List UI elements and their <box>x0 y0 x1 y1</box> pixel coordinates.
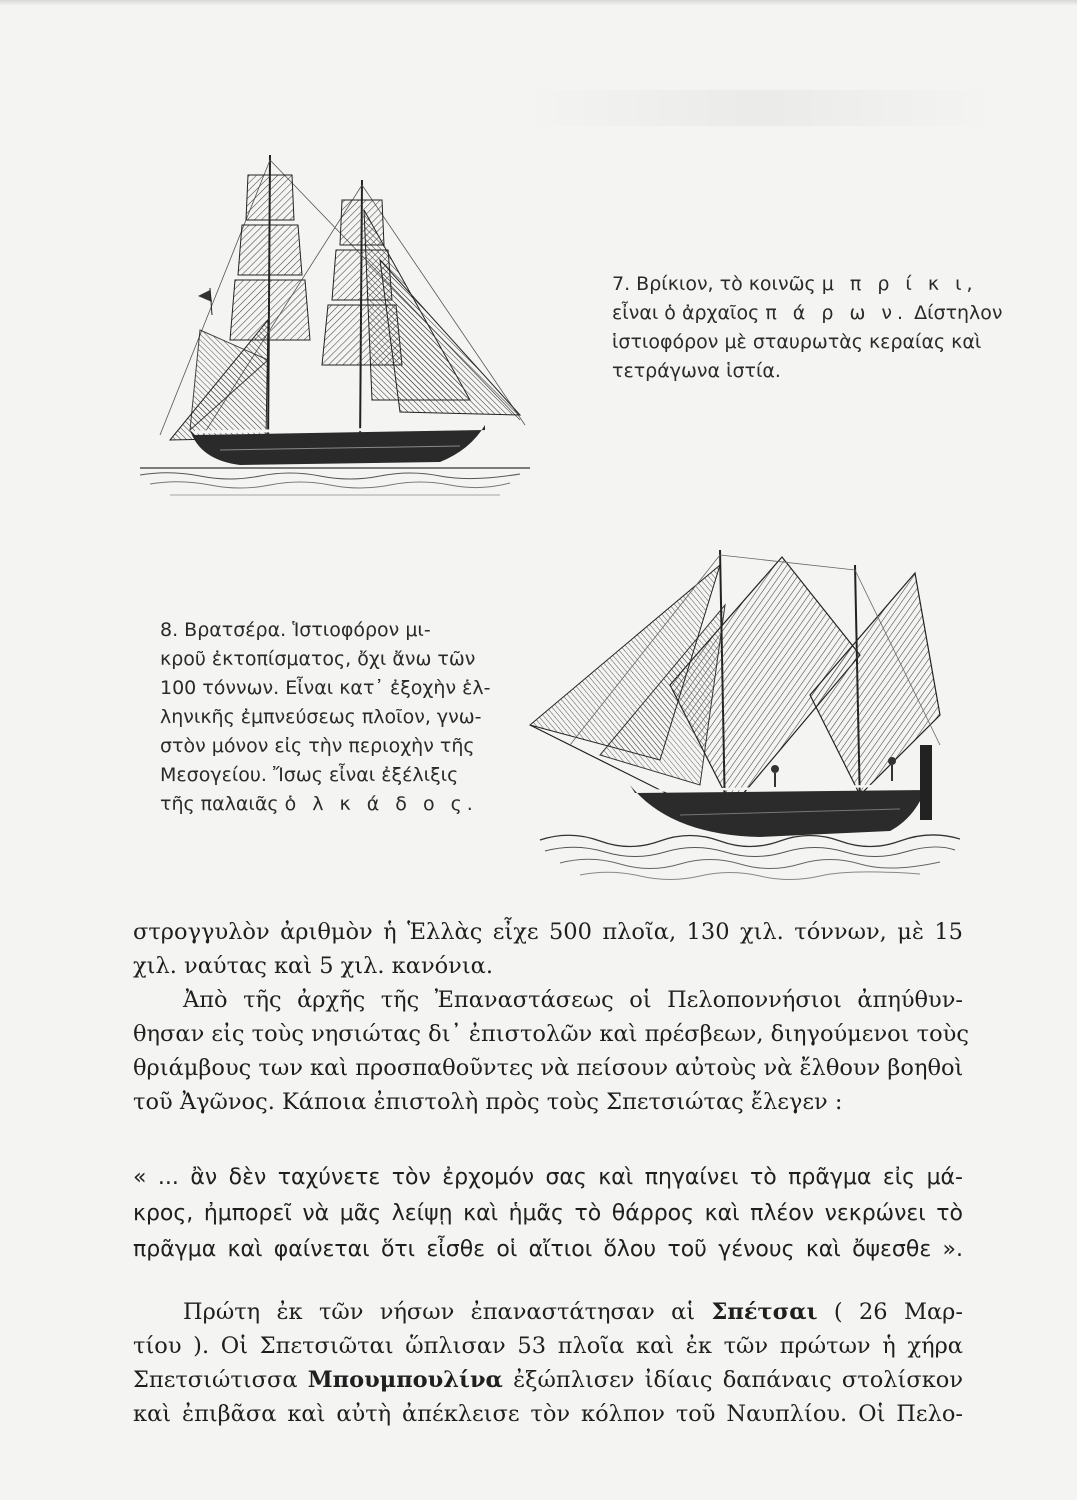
caption-bratsera-line: 100 τόννων. Εἶναι κατ᾽ ἐξοχὴν ἑλ- <box>160 677 491 699</box>
caption-bratsera-line: τῆς παλαιᾶς <box>160 793 279 815</box>
caption-bratsera-line: ληνικῆς ἐμπνεύσεως πλοῖον, γνω- <box>160 706 482 728</box>
caption-brig-line: Δίστηλον <box>914 302 1003 324</box>
caption-bratsera-line: Μεσογείου. Ἴσως εἶναι ἐξέλιξις <box>160 764 459 786</box>
text-line: καὶ ἐπιβᾶσα καὶ αὐτὴ ἀπέκλεισε τὸν κόλπον τοῦ Ναυπλίου. Οἱ Πελο- <box>133 1401 963 1427</box>
caption-brig-line: 7. Βρίκιον, τὸ κοινῶς <box>612 273 816 295</box>
text-fragment: Σπετσιώτισσα <box>133 1367 298 1393</box>
caption-bratsera-line: 8. Βρατσέρα. Ἱστιοφόρον μι- <box>160 619 431 641</box>
caption-brig <box>612 270 1003 386</box>
bleed-through-shadow <box>520 90 1000 126</box>
text-line: στρογγυλὸν ἀριθμὸν ἡ Ἑλλὰς εἶχε 500 πλοῖα, 130 χιλ. τόννων, μὲ 15 <box>133 919 963 945</box>
quote-line: « ... ἂν δὲν ταχύνετε τὸν ἐρχομόν σας καὶ πηγαίνει τὸ πρᾶγμα εἰς μά- <box>133 1165 963 1190</box>
brig-illustration <box>140 150 530 510</box>
text-line: τίου ). Οἱ Σπετσιῶται ὥπλισαν 53 πλοῖα καὶ ἐκ τῶν πρώτων ἡ χήρα <box>133 1333 963 1359</box>
quoted-letter <box>133 1160 963 1268</box>
caption-bratsera-line: κροῦ ἐκτοπίσματος, ὄχι ἄνω τῶν <box>160 648 476 670</box>
text-fragment: Πρώτη ἐκ τῶν νήσων ἐπαναστάτησαν αἱ <box>183 1299 696 1325</box>
caption-bratsera <box>160 616 495 819</box>
quote-line: κρος, ἠμπορεῖ νὰ μᾶς λείψῃ καὶ ἡμᾶς τὸ θάρρος καὶ πλέον νεκρώνει τὸ <box>133 1201 963 1226</box>
quote-line: πρᾶγμα καὶ φαίνεται ὅτι εἶσθε οἱ αἴτιοι ὅλου τοῦ γένους καὶ ὄψεσθε ». <box>133 1237 963 1262</box>
caption-brig-line: τετράγωνα ἱστία. <box>612 360 781 382</box>
body-paragraph-1 <box>133 915 969 1119</box>
text-line: θριάμβους των καὶ προσπαθοῦντες νὰ πείσουν αὐτοὺς νὰ ἔλθουν βοηθοὶ <box>133 1055 964 1081</box>
caption-brig-line: ἱστιοφόρον μὲ σταυρωτὰς κεραίας καὶ <box>612 331 982 353</box>
text-line: θησαν εἰς τοὺς νησιώτας δι᾽ ἐπιστολῶν καὶ πρέσβεων, διηγούμενοι τοὺς <box>133 1021 969 1047</box>
text-line: χιλ. ναύτας καὶ 5 χιλ. κανόνια. <box>133 953 494 979</box>
caption-brig-line: εἶναι ὁ ἀρχαῖος <box>612 302 760 324</box>
person-name-bouboulina: Μπουμπουλίνα <box>307 1367 503 1393</box>
text-fragment: ἐξώπλισεν ἰδίαις δαπάναις στολίσκον <box>513 1367 964 1393</box>
caption-bratsera-line: στὸν μόνον εἰς τὴν περιοχὴν τῆς <box>160 735 475 757</box>
place-name-spetses: Σπέτσαι <box>711 1299 818 1325</box>
caption-bratsera-term: ὁ λ κ ά δ ο ς. <box>284 793 478 815</box>
page-top-edge <box>0 0 1077 6</box>
text-line: τοῦ Ἀγῶνος. Κάποια ἐπιστολὴ πρὸς τοὺς Σπετσιώτας ἔλεγεν : <box>133 1089 843 1115</box>
text-line: Ἀπὸ τῆς ἀρχῆς τῆς Ἐπαναστάσεως οἱ Πελοποννήσιοι ἀπηύθυν- <box>183 987 963 1013</box>
text-fragment: ( 26 Μαρ- <box>833 1299 964 1325</box>
caption-brig-term: π ά ρ ω ν. <box>765 302 909 324</box>
body-paragraph-2 <box>133 1295 963 1431</box>
caption-brig-term: μ π ρ ί κ ι, <box>821 273 978 295</box>
bratsera-illustration <box>520 545 960 885</box>
